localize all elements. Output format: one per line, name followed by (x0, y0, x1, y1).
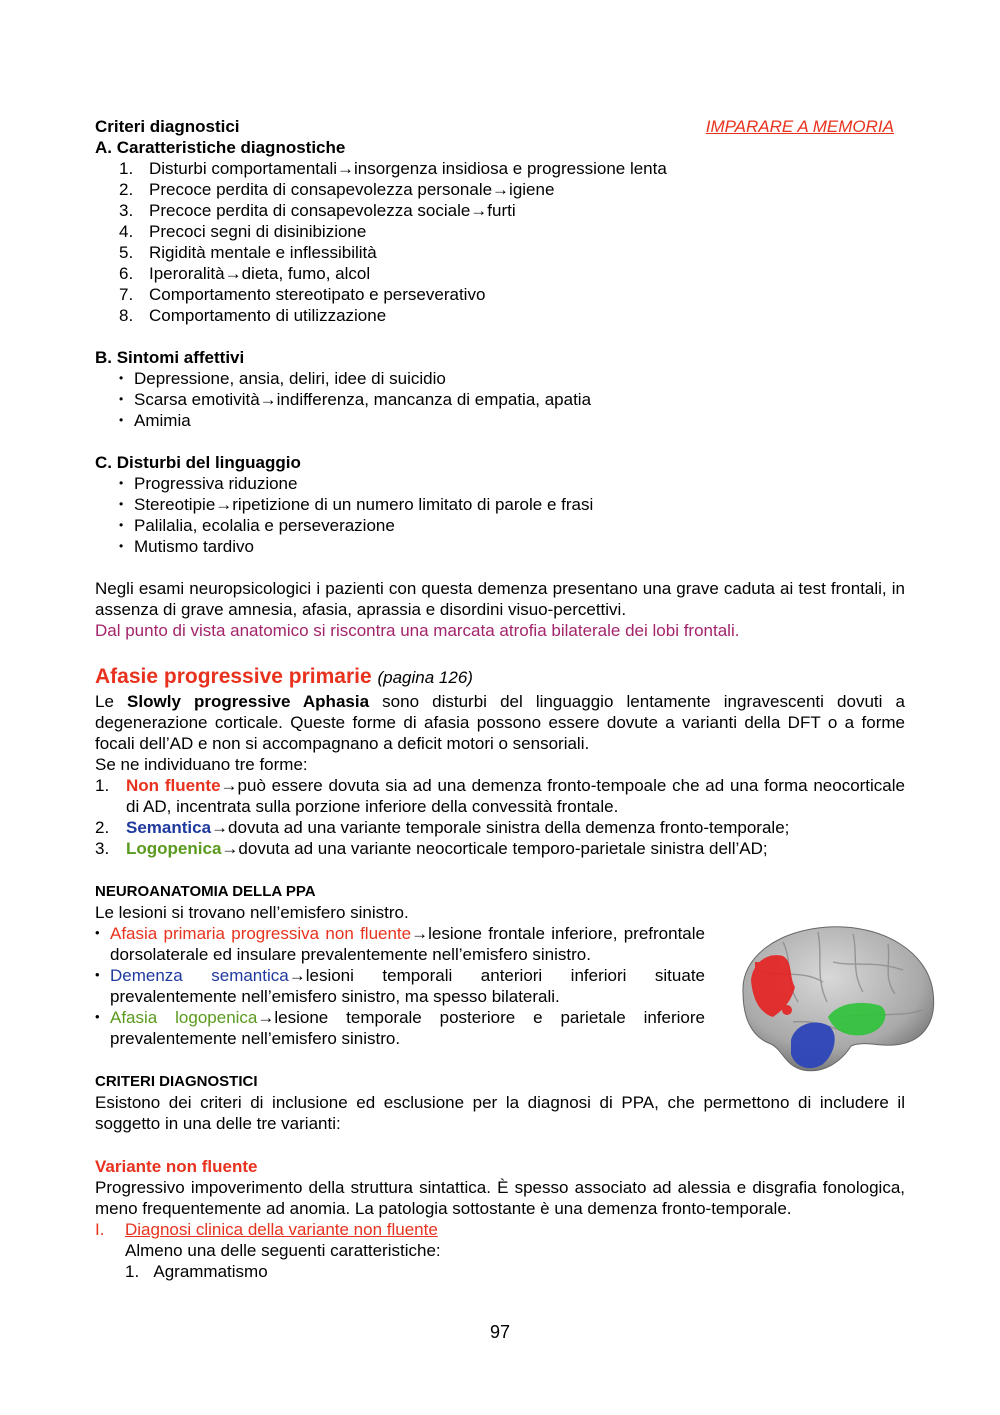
list-item: • Afasia logopenica→lesione temporale posteriore e parietale inferiore prevalentemente nell’emisfero sinistro. (95, 1007, 705, 1049)
list-item: 1. Disturbi comportamentali→insorgenza insidiosa e progressione lenta (119, 159, 667, 178)
list-item: 4. Precoci segni di disinibizione (119, 222, 367, 241)
paragraph-neuropsych: Negli esami neuropsicologici i pazienti con questa demenza presentano una grave caduta ai test frontali, in assenza di grave amnesia, afasia, aprassia e disordini visuo-percettivi. (95, 579, 905, 619)
section-title: Criteri diagnostici (95, 117, 240, 136)
neuroanatomy-title: NEUROANATOMIA DELLA PPA (95, 883, 316, 900)
ppa-title: Afasie progressive primarie (95, 665, 372, 688)
criteria-text: Esistono dei criteri di inclusione ed esclusione per la diagnosi di PPA, che permettono di includere il soggetto in una delle tre varianti: (95, 1093, 905, 1133)
form-name: Semantica (126, 818, 212, 837)
list-item: 3. Precoce perdita di consapevolezza sociale→furti (119, 201, 516, 220)
list-item: • Stereotipie→ripetizione di un numero limitato di parole e frasi (95, 494, 905, 515)
list-item: • Amimia (95, 410, 905, 431)
list-item: • Scarsa emotività→indifferenza, mancanza di empatia, apatia (95, 389, 905, 410)
section-b-list (95, 368, 905, 431)
list-item: 5. Rigidità mentale e inflessibilità (119, 243, 377, 262)
list-item: 7. Comportamento stereotipato e perseverativo (119, 285, 486, 304)
ppa-intro: Le Slowly progressive Aphasia sono disturbi del linguaggio lentamente ingravescenti dovuti a degenerazione corticale. Queste forme di afasia possono essere dovute a varianti della DFT o a forme focali dell’AD e non si accompagnano a deficit motori o sensoriali. (95, 692, 905, 753)
list-item: • Depressione, ansia, deliri, idee di suicidio (95, 368, 905, 389)
section-b-title: B. Sintomi affettivi (95, 348, 245, 367)
list-item: 8. Comportamento di utilizzazione (119, 306, 387, 325)
list-item: 6. Iperoralità→dieta, fumo, alcol (119, 264, 371, 283)
brain-image (723, 922, 939, 1082)
list-item: 2. Precoce perdita di consapevolezza personale→igiene (119, 180, 555, 199)
variant-title: Variante non fluente (95, 1157, 258, 1176)
list-item: • Demenza semantica→lesioni temporali anteriori inferiori situate prevalentemente nell’emisfero sinistro, ma spesso bilaterali. (95, 965, 705, 1007)
ppa-forms-list (95, 775, 905, 859)
ppa-heading (95, 663, 905, 691)
list-item: 3. Logopenica→dovuta ad una variante neocorticale temporo-parietale sinistra dell’AD; (95, 839, 768, 858)
list-item: • Palilalia, ecolalia e perseverazione (95, 515, 905, 536)
neuroanatomy-list (95, 923, 705, 1049)
clinical-diagnosis-heading: I. Diagnosi clinica della variante non fluente (95, 1220, 438, 1239)
neuroanatomy-intro: Le lesioni si trovano nell’emisfero sinistro. (95, 903, 409, 922)
form-name: Logopenica (126, 839, 222, 858)
list-item: 2. Semantica→dovuta ad una variante temporale sinistra della demenza fronto-temporale; (95, 818, 790, 837)
ppa-forms-intro: Se ne individuano tre forme: (95, 755, 308, 774)
section-c-list (95, 473, 905, 557)
section-a-title: A. Caratteristiche diagnostiche (95, 138, 346, 157)
page-number: 97 (489, 1322, 511, 1342)
header-row (95, 116, 905, 137)
section-a-list (95, 158, 905, 326)
neuroanatomy-section (95, 902, 905, 1049)
list-item: • Afasia primaria progressiva non fluente→lesione frontale inferiore, prefrontale dorsolaterale ed insulare prevalentemente nell’emisfero sinistro. (95, 923, 705, 965)
paragraph-anatomy: Dal punto di vista anatomico si riscontra una marcata atrofia bilaterale dei lobi frontali. (95, 621, 740, 640)
section-c-title: C. Disturbi del linguaggio (95, 453, 301, 472)
page-reference: (pagina 126) (377, 668, 473, 687)
memorize-note: IMPARARE A MEMORIA (705, 117, 894, 136)
criteria-item: 1. Agrammatismo (125, 1262, 268, 1281)
list-item: 1. Non fluente→può essere dovuta sia ad una demenza fronto-tempoale che ad una forma neocorticale di AD, incentrata sulla porzione inferiore della convessità frontale. (95, 776, 905, 816)
list-item: • Mutismo tardivo (95, 536, 905, 557)
criteria-title: CRITERI DIAGNOSTICI (95, 1073, 258, 1090)
form-name: Non fluente (126, 776, 221, 795)
criteria-intro: Almeno una delle seguenti caratteristiche: (125, 1241, 441, 1260)
list-item: • Progressiva riduzione (95, 473, 905, 494)
variant-text: Progressivo impoverimento della struttura sintattica. È spesso associato ad alessia e disgrafia fonologica, meno frequentemente ad anomia. La patologia sottostante è una demenza fronto-temporale. (95, 1178, 905, 1218)
document-page (95, 116, 905, 1282)
